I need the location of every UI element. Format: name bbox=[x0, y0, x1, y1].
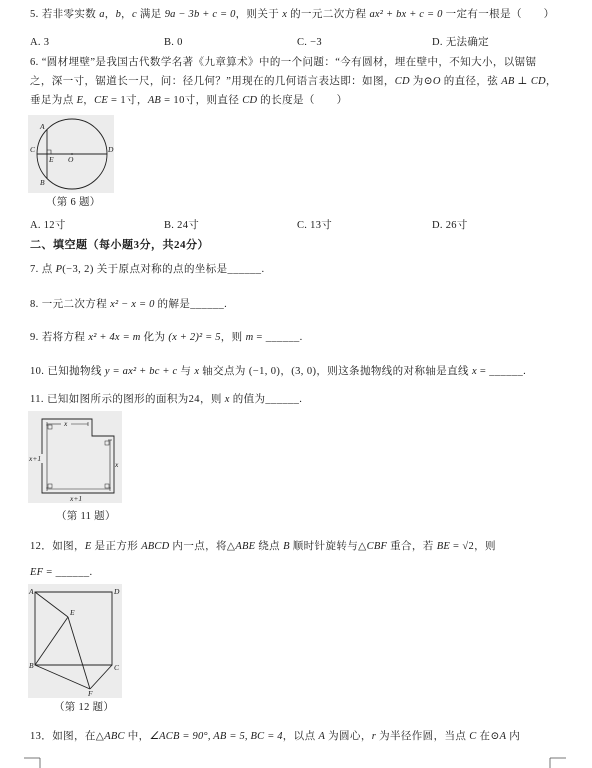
text-run: 为⊙ bbox=[409, 76, 433, 87]
text-run: 5. 若非零实数 bbox=[30, 9, 100, 20]
question-6-text-line-1 bbox=[30, 56, 536, 70]
question-6-text-line-3 bbox=[30, 94, 347, 108]
math-expression: BE bbox=[436, 541, 450, 552]
label-c: C bbox=[30, 145, 36, 154]
text-run: 在⊙ bbox=[476, 731, 500, 742]
question-12-text-line-2 bbox=[30, 566, 93, 580]
text-run: 中， bbox=[124, 731, 150, 742]
q6-option-c: C. 13寸 bbox=[297, 220, 333, 231]
text-run: 之，深一寸，锯道长一尺，问：径几何？”用现在的几何语言表达即：如图， bbox=[30, 76, 395, 87]
math-expression: CD bbox=[242, 95, 258, 106]
q5-option-c: C. −3 bbox=[297, 37, 322, 48]
label-b: B bbox=[29, 661, 34, 670]
question-12-text-line-1 bbox=[30, 540, 496, 554]
math-expression: m bbox=[245, 332, 254, 343]
text-run: 重合，若 bbox=[387, 541, 437, 552]
text-run: 内 bbox=[506, 731, 521, 742]
label-e: E bbox=[70, 608, 75, 617]
text-run: 的一元二次方程 bbox=[287, 9, 370, 20]
text-run: = ______. bbox=[43, 567, 93, 578]
crop-marks bbox=[0, 750, 592, 768]
text-run: ， bbox=[104, 9, 116, 20]
text-run: 一定有一根是（ ） bbox=[442, 9, 555, 20]
math-expression: y = ax² + bc + c bbox=[104, 366, 178, 377]
text-run: 轴交点为 (−1, 0)，(3, 0)，则这条抛物线的对称轴是直线 bbox=[199, 366, 472, 377]
math-expression: EF bbox=[30, 567, 44, 578]
text-run: 的解是______. bbox=[154, 299, 228, 310]
math-expression: AB bbox=[147, 95, 162, 106]
label-right-x: x bbox=[115, 460, 119, 469]
text-run: 为圆心， bbox=[325, 731, 372, 742]
label-f: F bbox=[88, 689, 93, 698]
section-title: 二、填空题（每小题3分，共24分） bbox=[30, 239, 209, 251]
text-run: ， bbox=[121, 9, 132, 20]
figure-12-square-rotation-diagram bbox=[28, 584, 122, 698]
figure-11-shape-diagram bbox=[28, 411, 122, 503]
text-run: ，则关于 bbox=[235, 9, 283, 20]
figure-12-caption: （第 12 题） bbox=[54, 702, 115, 713]
text-run: ， bbox=[83, 95, 95, 106]
text-run: 内一点，将△ bbox=[169, 541, 236, 552]
math-expression: ABE bbox=[235, 541, 256, 552]
text-run: 的值为______. bbox=[229, 394, 303, 405]
text-run: 7. 点 bbox=[30, 264, 56, 275]
q5-option-b: B. 0 bbox=[164, 37, 183, 48]
math-expression: a bbox=[99, 9, 105, 20]
math-expression: x² − x = 0 bbox=[110, 299, 155, 310]
text-run: = ______. bbox=[476, 366, 527, 377]
math-expression: x bbox=[194, 366, 200, 377]
text-run: 12．如图， bbox=[30, 541, 85, 552]
text-run: ，则 bbox=[220, 332, 246, 343]
question-6-text-line-2 bbox=[30, 75, 557, 89]
text-run: ， bbox=[545, 76, 557, 87]
math-expression: AB bbox=[501, 76, 515, 87]
math-expression: E bbox=[84, 541, 92, 552]
text-run: = √2，则 bbox=[449, 541, 496, 552]
figure-6-caption: （第 6 题） bbox=[46, 197, 101, 208]
math-expression: ABCD bbox=[141, 541, 170, 552]
q6-option-a: A. 12寸 bbox=[30, 220, 66, 231]
math-expression: A bbox=[318, 731, 326, 742]
text-run: 13．如图，在△ bbox=[30, 731, 105, 742]
text-run: 满足 bbox=[136, 9, 165, 20]
math-expression: x bbox=[282, 9, 288, 20]
text-run: 的长度是（ ） bbox=[257, 95, 348, 106]
math-expression: 9a − 3b + c = 0 bbox=[164, 9, 236, 20]
label-a: A bbox=[29, 587, 34, 596]
text-run: 8. 一元二次方程 bbox=[30, 299, 111, 310]
math-expression: C bbox=[469, 731, 477, 742]
math-expression: E bbox=[76, 95, 84, 106]
label-d: D bbox=[108, 145, 114, 154]
text-run: = 1寸， bbox=[107, 95, 148, 106]
math-expression: ABC bbox=[104, 731, 125, 742]
question-11-text bbox=[30, 393, 302, 407]
text-run: 是正方形 bbox=[91, 541, 142, 552]
label-d: D bbox=[114, 587, 120, 596]
question-5-text bbox=[30, 8, 555, 22]
q6-option-d: D. 26寸 bbox=[432, 220, 468, 231]
math-expression: x bbox=[472, 366, 477, 377]
text-run: 的直径，弦 bbox=[440, 76, 502, 87]
label-b: B bbox=[40, 178, 45, 187]
text-run: ，以点 bbox=[282, 731, 319, 742]
text-run: 9. 若将方程 bbox=[30, 332, 89, 343]
question-10-text bbox=[30, 365, 526, 379]
label-left-x-plus-1: x+1 bbox=[29, 454, 42, 463]
math-expression: CE bbox=[94, 95, 108, 106]
question-8-text bbox=[30, 298, 227, 312]
label-a: A bbox=[40, 122, 45, 131]
question-7-text bbox=[30, 263, 264, 277]
math-expression: CD bbox=[530, 76, 546, 87]
math-expression: ∠ACB = 90°, AB = 5, BC = 4 bbox=[149, 731, 283, 742]
label-top-x: x bbox=[64, 419, 68, 428]
text-run: 绕点 bbox=[255, 541, 284, 552]
label-o: O bbox=[68, 155, 74, 164]
math-expression: c bbox=[131, 9, 137, 20]
q6-option-b: B. 24寸 bbox=[164, 220, 200, 231]
math-expression: x² + 4x = m bbox=[88, 332, 141, 343]
text-run: = 10寸，则直径 bbox=[161, 95, 243, 106]
math-expression: b bbox=[115, 9, 122, 20]
math-expression: (x + 2)² = 5 bbox=[168, 332, 221, 343]
text-run: 10. 已知抛物线 bbox=[30, 366, 105, 377]
math-expression: ax² + bx + c = 0 bbox=[369, 9, 443, 20]
figure-6-circle-diagram bbox=[28, 115, 114, 193]
text-run: 化为 bbox=[140, 332, 169, 343]
math-expression: CBF bbox=[366, 541, 388, 552]
math-expression: r bbox=[371, 731, 377, 742]
text-run: 与 bbox=[177, 366, 195, 377]
label-c: C bbox=[114, 663, 120, 672]
label-bottom-x-plus-1: x+1 bbox=[70, 494, 83, 503]
question-13-text bbox=[30, 730, 520, 744]
math-expression: B bbox=[283, 541, 290, 552]
text-run: 11. 已知如图所示的图形的面积为24，则 bbox=[30, 394, 225, 405]
math-expression: P bbox=[55, 264, 63, 275]
q5-option-a: A. 3 bbox=[30, 37, 50, 48]
text-run: ⊥ bbox=[514, 76, 531, 87]
text-run: 顺时针旋转与△ bbox=[289, 541, 367, 552]
text-run: 6. “圆材埋壁”是我国古代数学名著《九章算术》中的一个问题：“今有圆材，埋在壁中，不知大小，以锯锯 bbox=[30, 57, 537, 68]
figure-11-caption: （第 11 题） bbox=[56, 511, 116, 522]
math-expression: CD bbox=[394, 76, 410, 87]
text-run: = ______. bbox=[253, 332, 303, 343]
math-expression: x bbox=[224, 394, 230, 405]
text-run: (−3, 2) 关于原点对称的点的坐标是______. bbox=[62, 264, 265, 275]
q5-option-d: D. 无法确定 bbox=[432, 37, 489, 48]
text-run: 垂足为点 bbox=[30, 95, 77, 106]
math-expression: O bbox=[432, 76, 441, 87]
label-e: E bbox=[49, 155, 54, 164]
math-expression: A bbox=[499, 731, 507, 742]
question-9-text bbox=[30, 331, 303, 345]
text-run: 为半径作圆，当点 bbox=[376, 731, 470, 742]
